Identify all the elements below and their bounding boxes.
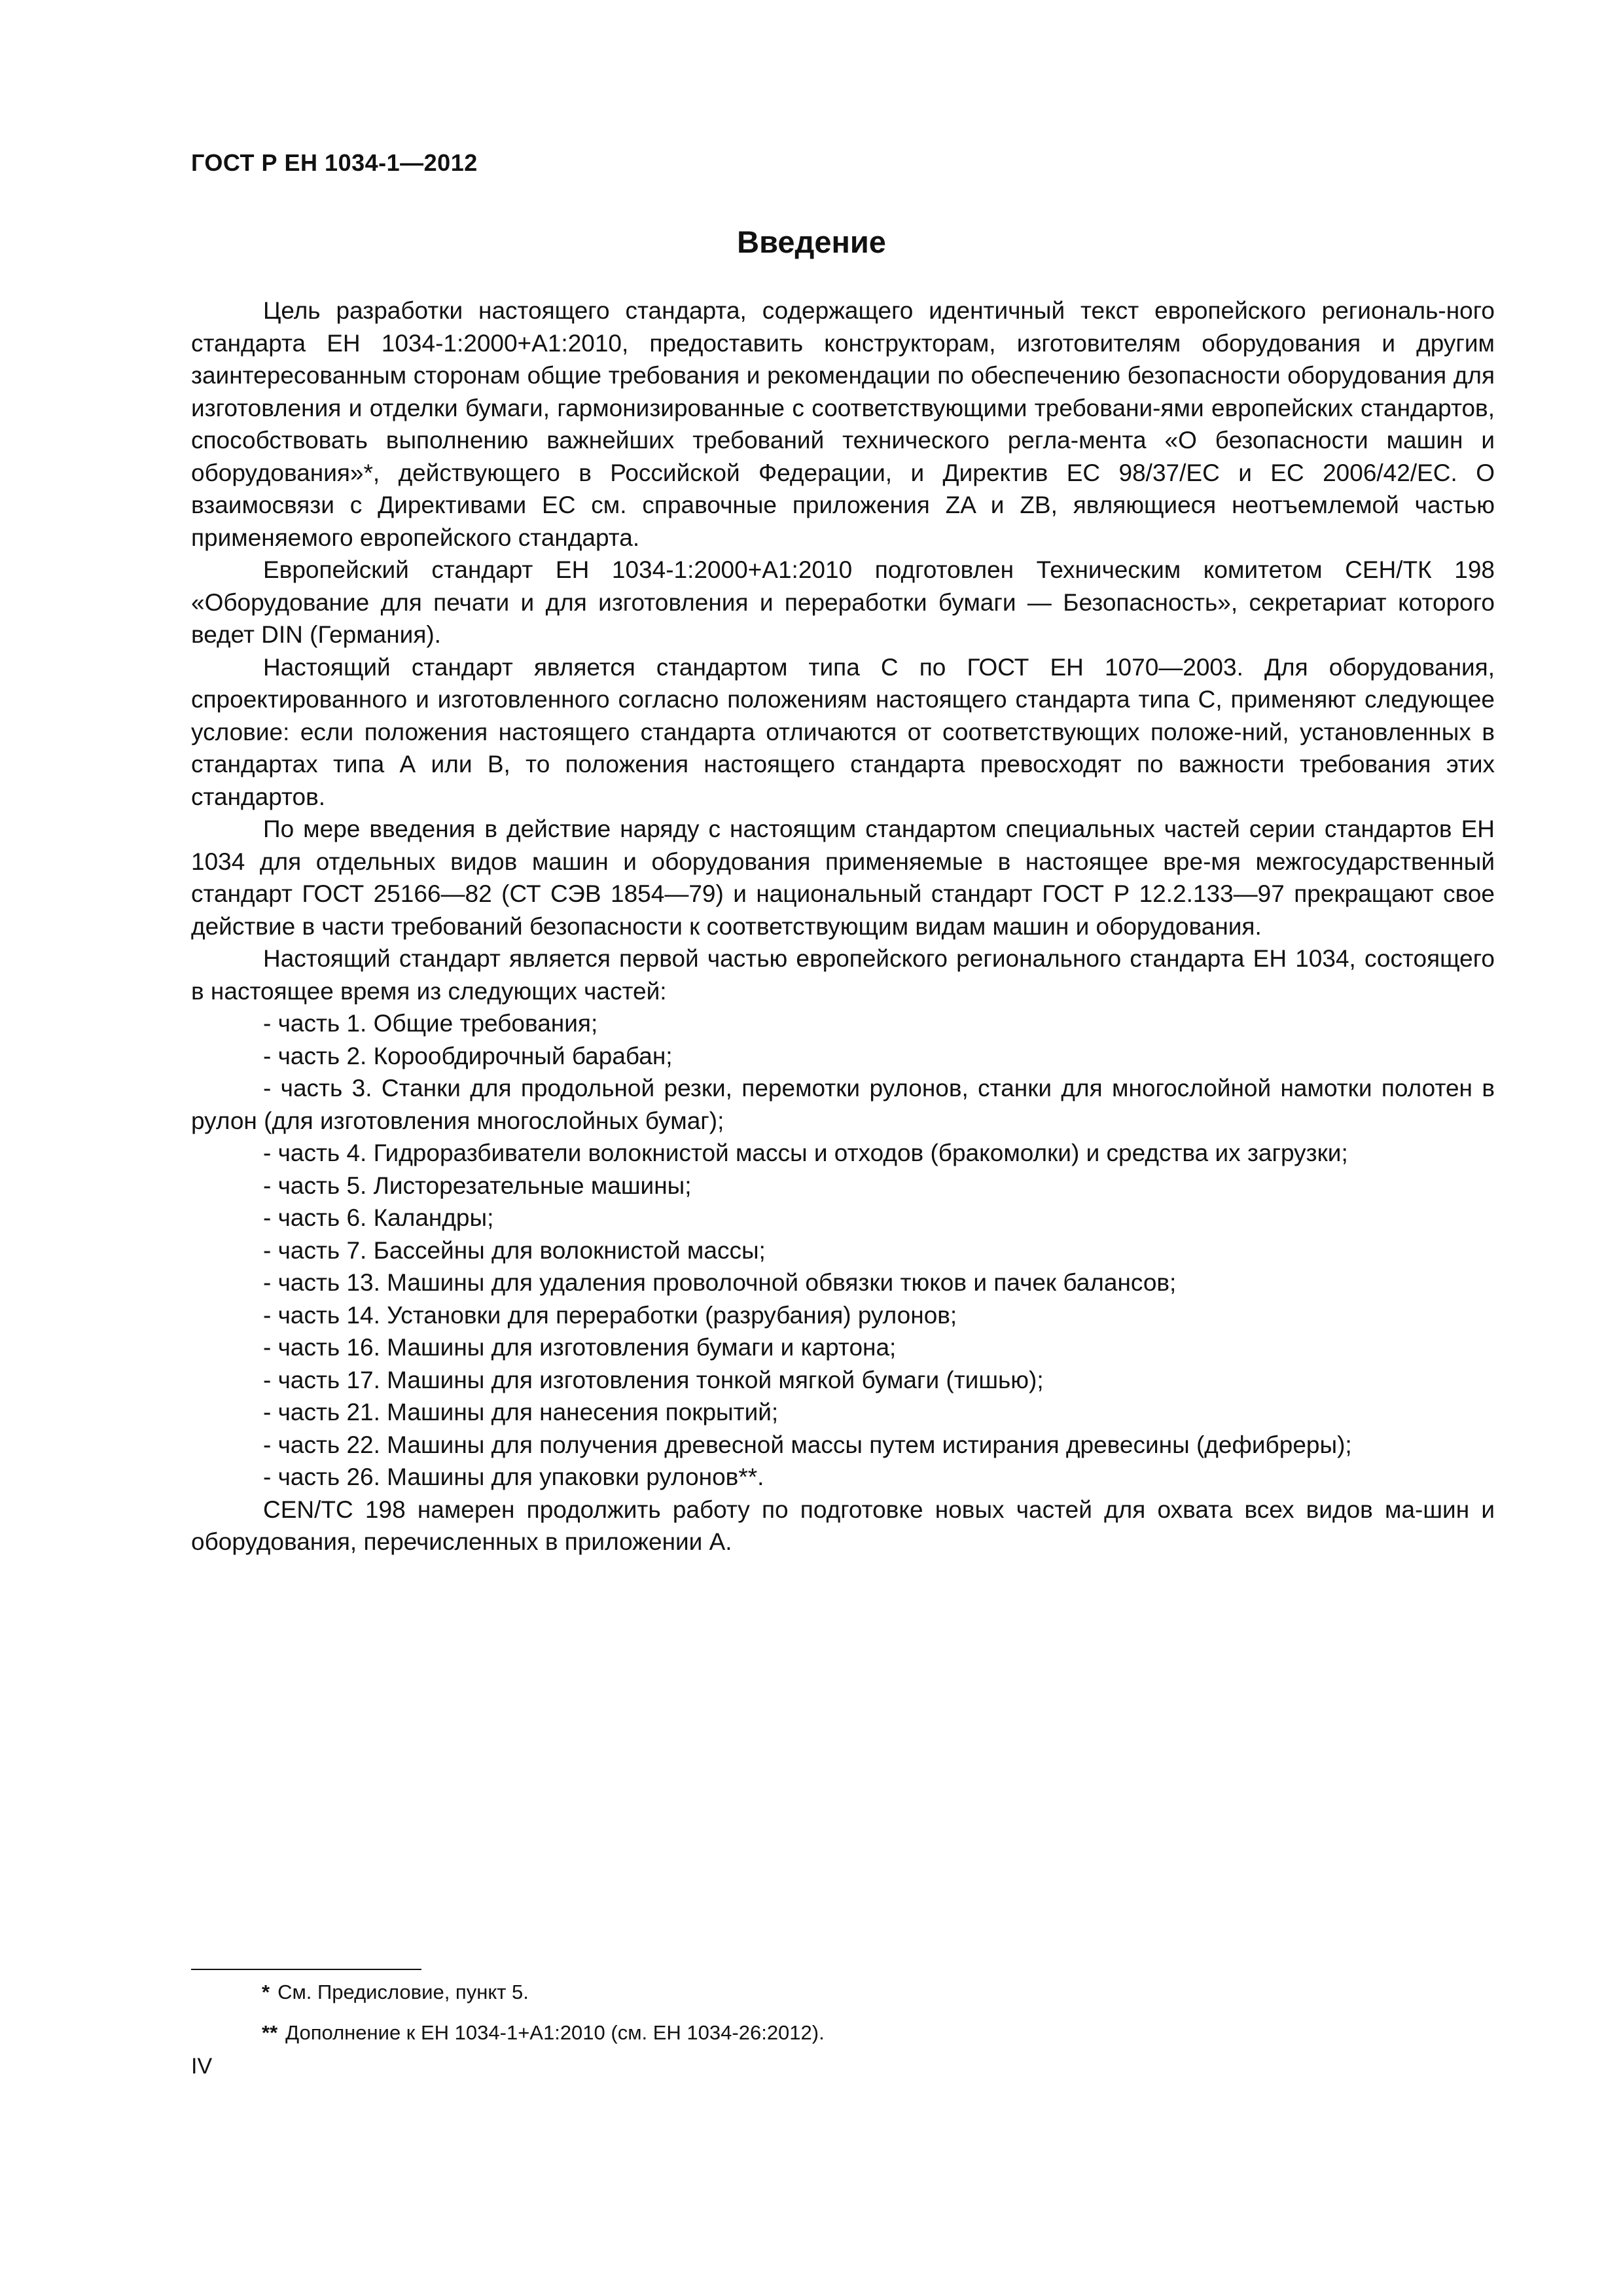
parts-list	[191, 1007, 1495, 1494]
paragraph-replacement: По мере введения в действие наряду с настоящим стандартом специальных частей серии стандартов ЕН 1034 для отдельных видов машин и оборудования применяемые в настоящее вре-мя межгосударственный стандарт ГОСТ 25166—82 (СТ СЭВ 1854—79) и национальный стандарт ГОСТ Р 12.2.133—97 прекращают свое действие в части требований безопасности к соответствующим видам машин и оборудования.	[191, 816, 1495, 940]
footnote-text: Дополнение к ЕН 1034-1+А1:2010 (см. ЕН 1034-26:2012).	[285, 2021, 825, 2044]
main-content	[191, 295, 1495, 1558]
list-item: - часть 3. Станки для продольной резки, перемотки рулонов, станки для многослойной намотки полотен в рулон (для изготовления многослойных бумаг);	[191, 1075, 1495, 1134]
page-number: IV	[191, 2054, 213, 2079]
list-item: - часть 4. Гидроразбиватели волокнистой массы и отходов (бракомолки) и средства их загрузки;	[263, 1139, 1348, 1166]
list-item: - часть 1. Общие требования;	[263, 1010, 598, 1037]
list-item: - часть 21. Машины для нанесения покрытий;	[263, 1399, 779, 1426]
paragraph-purpose: Цель разработки настоящего стандарта, содержащего идентичный текст европейского региональ-ного стандарта ЕН 1034-1:2000+А1:2010, предоставить конструкторам, изготовителям оборудования и другим заинтересованным сторонам общие требования и рекомендации по обеспечению безопасности оборудования для изготовления и отделки бумаги, гармонизированные с соответствующими требовани-ями европейских стандартов, способствовать выполнению важнейших требований технического регла-мента «О безопасности машин и оборудования»*, действующего в Российской Федерации, и Директив ЕС 98/37/ЕС и ЕС 2006/42/ЕС. О взаимосвязи с Директивами ЕС см. справочные приложения ZA и ZB, являющиеся неотъемлемой частью применяемого европейского стандарта.	[191, 297, 1495, 551]
document-code-header: ГОСТ Р ЕН 1034-1—2012	[191, 149, 478, 176]
list-item: - часть 26. Машины для упаковки рулонов**.	[263, 1463, 764, 1490]
list-item: - часть 5. Листорезательные машины;	[263, 1172, 692, 1199]
footnote-text: См. Предисловие, пункт 5.	[277, 1981, 529, 2003]
paragraph-parts-intro: Настоящий стандарт является первой частью европейского регионального стандарта ЕН 1034, состоящего в настоящее время из следующих частей:	[191, 945, 1495, 1005]
list-item: - часть 14. Установки для переработки (разрубания) рулонов;	[263, 1301, 957, 1329]
list-item: - часть 7. Бассейны для волокнистой массы;	[263, 1236, 766, 1264]
list-item: - часть 13. Машины для удаления проволочной обвязки тюков и пачек балансов;	[263, 1269, 1177, 1296]
footnote-2	[262, 2020, 825, 2046]
footnote-1	[262, 1979, 529, 2005]
list-item: - часть 2. Корообдирочный барабан;	[263, 1042, 673, 1069]
list-item: - часть 22. Машины для получения древесной массы путем истирания древесины (дефибреры);	[263, 1431, 1352, 1458]
paragraph-committee: Европейский стандарт ЕН 1034-1:2000+А1:2010 подготовлен Техническим комитетом СЕН/ТК 198 «Оборудование для печати и для изготовления и переработки бумаги — Безопасность», секретариат которого ведет DIN (Германия).	[191, 556, 1495, 648]
footnote-mark: **	[262, 2021, 278, 2044]
list-item: - часть 6. Каландры;	[263, 1204, 494, 1231]
page-title: Введение	[737, 224, 886, 259]
paragraph-standard-type: Настоящий стандарт является стандартом типа С по ГОСТ ЕН 1070—2003. Для оборудования, спроектированного и изготовленного согласно положениям настоящего стандарта типа С, применяют следующее условие: если положения настоящего стандарта отличаются от соответствующих положе-ний, установленных в стандартах типа А или В, то положения настоящего стандарта превосходят по важности требования этих стандартов.	[191, 653, 1495, 810]
list-item: - часть 17. Машины для изготовления тонкой мягкой бумаги (тишью);	[263, 1366, 1044, 1393]
footnote-mark: *	[262, 1981, 270, 2003]
paragraph-closing: CEN/TC 198 намерен продолжить работу по подготовке новых частей для охвата всех видов ма-шин и оборудования, перечисленных в приложении А.	[191, 1496, 1495, 1555]
footnote-divider	[191, 1969, 421, 1970]
list-item: - часть 16. Машины для изготовления бумаги и картона;	[263, 1334, 897, 1361]
